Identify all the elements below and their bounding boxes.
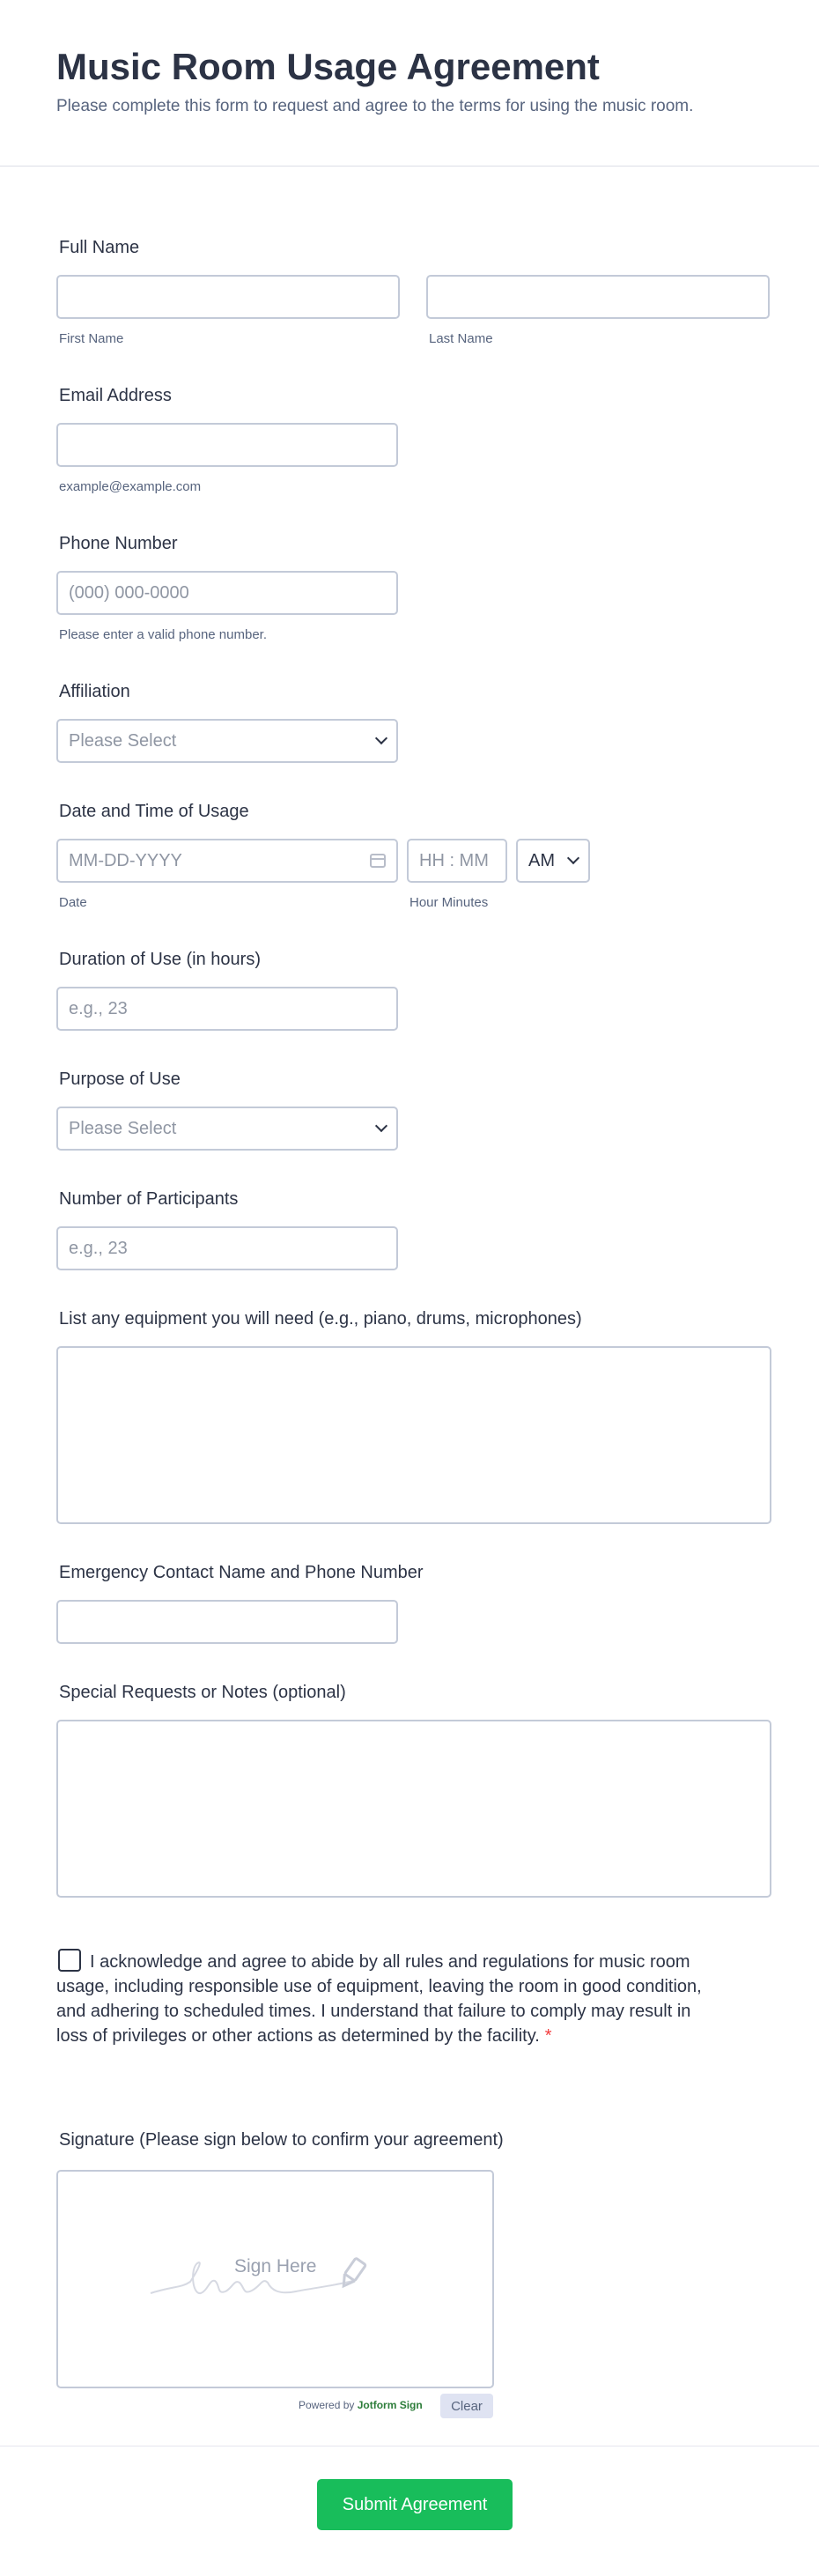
agreement-checkbox-group: [56, 1949, 708, 2048]
first-name-input[interactable]: [56, 275, 400, 319]
jotform-sign-brand[interactable]: Jotform Sign: [357, 2399, 423, 2411]
equipment-textarea[interactable]: [56, 1346, 771, 1524]
sign-here-placeholder: Sign Here: [234, 2256, 317, 2276]
datetime-label: Date and Time of Usage: [59, 802, 249, 821]
time-input[interactable]: HH : MM: [407, 839, 507, 883]
agreement-text: I acknowledge and agree to abide by all rules and regulations for music room usage, including responsible use of equipment, leaving the room in good condition, and adhering to scheduled times. I understand that failure to comply may result in loss of privileges or other actions as determined by the facility.: [56, 1952, 702, 2046]
date-sublabel: Date: [59, 895, 87, 910]
clear-signature-button[interactable]: Clear: [440, 2394, 493, 2418]
participants-label: Number of Participants: [59, 1189, 239, 1209]
affiliation-select[interactable]: Please Select: [56, 719, 398, 763]
purpose-select[interactable]: Please Select: [56, 1107, 398, 1151]
notes-label: Special Requests or Notes (optional): [59, 1683, 346, 1702]
signature-label: Signature (Please sign below to confirm your agreement): [59, 2130, 504, 2150]
calendar-icon[interactable]: [370, 854, 386, 868]
signature-pad[interactable]: [56, 2170, 494, 2388]
chevron-down-icon: [567, 852, 579, 864]
email-sublabel: example@example.com: [59, 479, 202, 494]
phone-input[interactable]: (000) 000-0000: [56, 571, 398, 615]
emergency-label: Emergency Contact Name and Phone Number: [59, 1563, 424, 1582]
powered-by: Powered by Jotform Sign: [299, 2399, 423, 2411]
agreement-checkbox[interactable]: [58, 1949, 81, 1972]
chevron-down-icon: [375, 732, 387, 744]
last-name-sublabel: Last Name: [429, 331, 493, 346]
duration-input[interactable]: e.g., 23: [56, 987, 398, 1031]
phone-sublabel: Please enter a valid phone number.: [59, 627, 267, 642]
purpose-label: Purpose of Use: [59, 1070, 181, 1089]
notes-textarea[interactable]: [56, 1720, 771, 1898]
affiliation-label: Affiliation: [59, 682, 130, 701]
equipment-label: List any equipment you will need (e.g., piano, drums, microphones): [59, 1309, 582, 1329]
phone-label: Phone Number: [59, 534, 178, 553]
first-name-sublabel: First Name: [59, 331, 124, 346]
email-label: Email Address: [59, 386, 172, 405]
ampm-select[interactable]: AM: [516, 839, 590, 883]
form-subtitle: Please complete this form to request and agree to the terms for using the music room.: [56, 97, 694, 115]
duration-label: Duration of Use (in hours): [59, 950, 261, 969]
form-header: [0, 0, 819, 167]
chevron-down-icon: [375, 1120, 387, 1132]
form-title: Music Room Usage Agreement: [56, 46, 600, 87]
email-input[interactable]: [56, 423, 398, 467]
submit-button[interactable]: Submit Agreement: [317, 2479, 513, 2530]
date-input[interactable]: MM-DD-YYYY: [56, 839, 398, 883]
emergency-input[interactable]: [56, 1600, 398, 1644]
full-name-label: Full Name: [59, 238, 140, 257]
required-mark: *: [544, 2026, 552, 2046]
last-name-input[interactable]: [426, 275, 770, 319]
time-sublabel: Hour Minutes: [410, 895, 489, 910]
participants-input[interactable]: e.g., 23: [56, 1226, 398, 1270]
